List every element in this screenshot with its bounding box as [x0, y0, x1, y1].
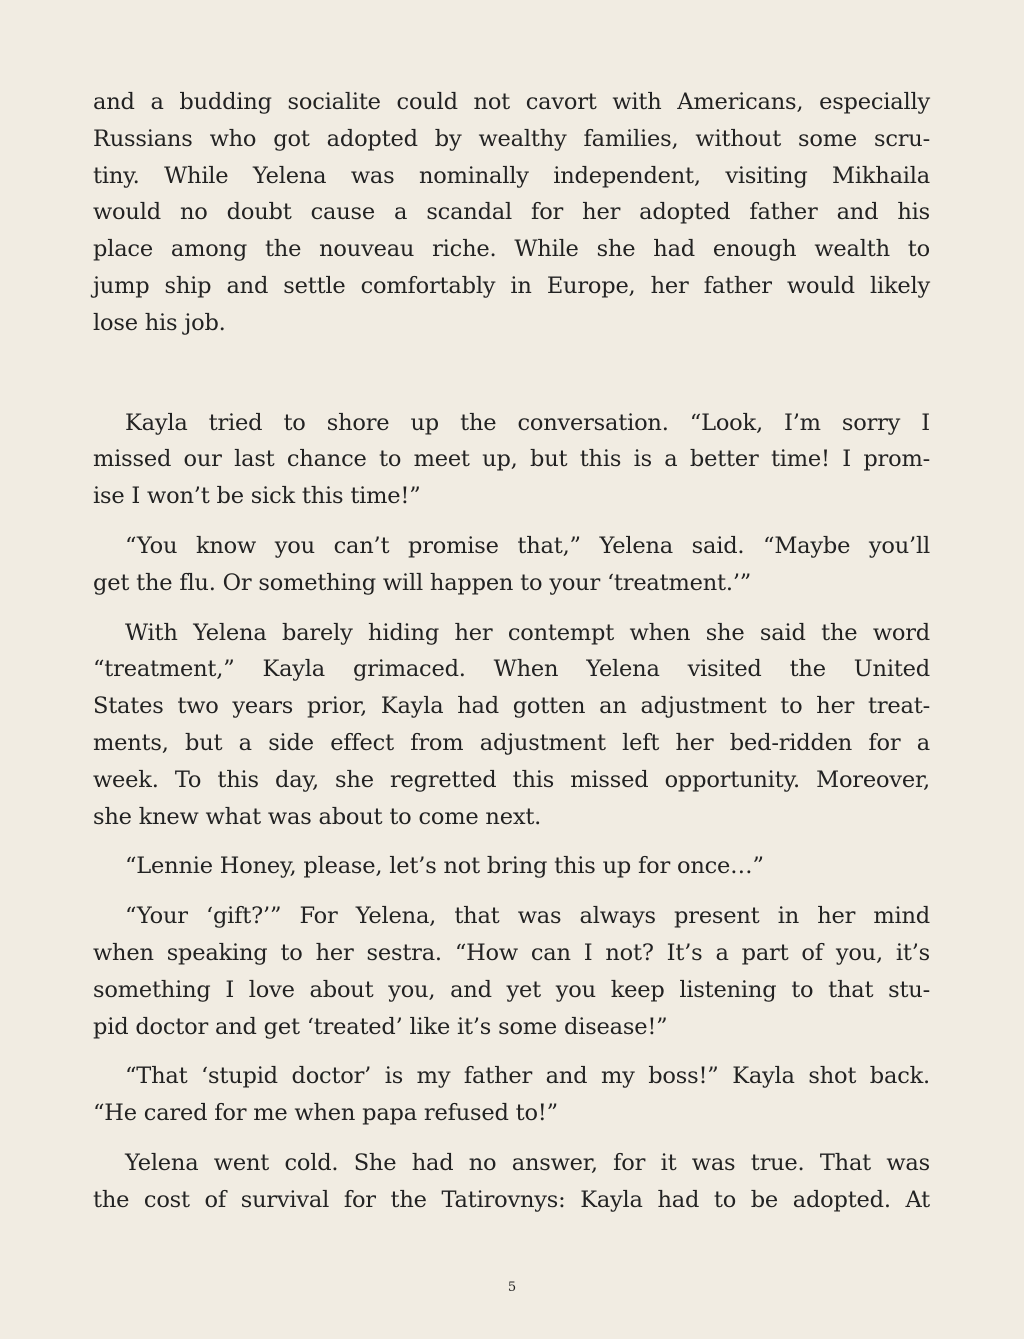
- text-line: “Lennie Honey, please, let’s not bring this up for once…”: [125, 853, 764, 880]
- text-line: Yelena went cold. She had no answer, for it was true. That was: [125, 1149, 930, 1176]
- text-line: jump ship and settle comfortably in Europe, her father would likely: [93, 272, 930, 299]
- text-line: and a budding socialite could not cavort with Americans, especially: [93, 89, 930, 115]
- text-line: would no doubt cause a scandal for her adopted father and his: [93, 199, 930, 226]
- text-line: “He cared for me when papa refused to!”: [93, 1100, 558, 1127]
- text-line: place among the nouveau riche. While she had enough wealth to: [93, 236, 930, 263]
- text-line: tiny. While Yelena was nominally independent, visiting Mikhaila: [93, 162, 930, 189]
- page-number: 5: [507, 1280, 517, 1295]
- text-line: “Your ‘gift?’” For Yelena, that was always present in her mind: [125, 903, 930, 930]
- text-line: Russians who got adopted by wealthy families, without some scru-: [93, 125, 930, 152]
- paragraph: [93, 528, 930, 602]
- paragraph: [93, 898, 930, 1045]
- paragraph: [93, 84, 930, 342]
- text-line: pid doctor and get ‘treated’ like it’s some disease!”: [93, 1013, 668, 1040]
- paragraph: [93, 1145, 930, 1219]
- text-line: something I love about you, and yet you keep listening to that stu-: [93, 976, 930, 1003]
- text-line: States two years prior, Kayla had gotten an adjustment to her treat-: [93, 693, 930, 720]
- text-line: when speaking to her sestra. “How can I not? It’s a part of you, it’s: [93, 939, 930, 966]
- text-line: week. To this day, she regretted this missed opportunity. Moreover,: [93, 766, 930, 793]
- text-line: “treatment,” Kayla grimaced. When Yelena visited the United: [93, 656, 930, 683]
- text-line: Kayla tried to shore up the conversation. “Look, I’m sorry I: [125, 409, 930, 436]
- paragraph: [93, 848, 930, 885]
- text-line: the cost of survival for the Tatirovnys: Kayla had to be adopted. At: [93, 1186, 930, 1213]
- text-line: “You know you can’t promise that,” Yelena said. “Maybe you’ll: [125, 532, 930, 559]
- paragraph: [93, 615, 930, 836]
- text-line: With Yelena barely hiding her contempt when she said the word: [125, 619, 930, 646]
- text-line: lose his job.: [93, 309, 226, 336]
- text-line: “That ‘stupid doctor’ is my father and my boss!” Kayla shot back.: [125, 1063, 930, 1090]
- text-line: get the flu. Or something will happen to your ‘treatment.’”: [93, 569, 752, 596]
- page-body: [93, 84, 930, 1232]
- paragraph: [93, 405, 930, 515]
- text-line: ments, but a side effect from adjustment left her bed-ridden for a: [93, 729, 930, 756]
- text-line: missed our last chance to meet up, but this is a better time! I prom-: [93, 446, 930, 473]
- text-line: she knew what was about to come next.: [93, 803, 542, 830]
- paragraph: [93, 1058, 930, 1132]
- text-line: ise I won’t be sick this time!”: [93, 483, 421, 510]
